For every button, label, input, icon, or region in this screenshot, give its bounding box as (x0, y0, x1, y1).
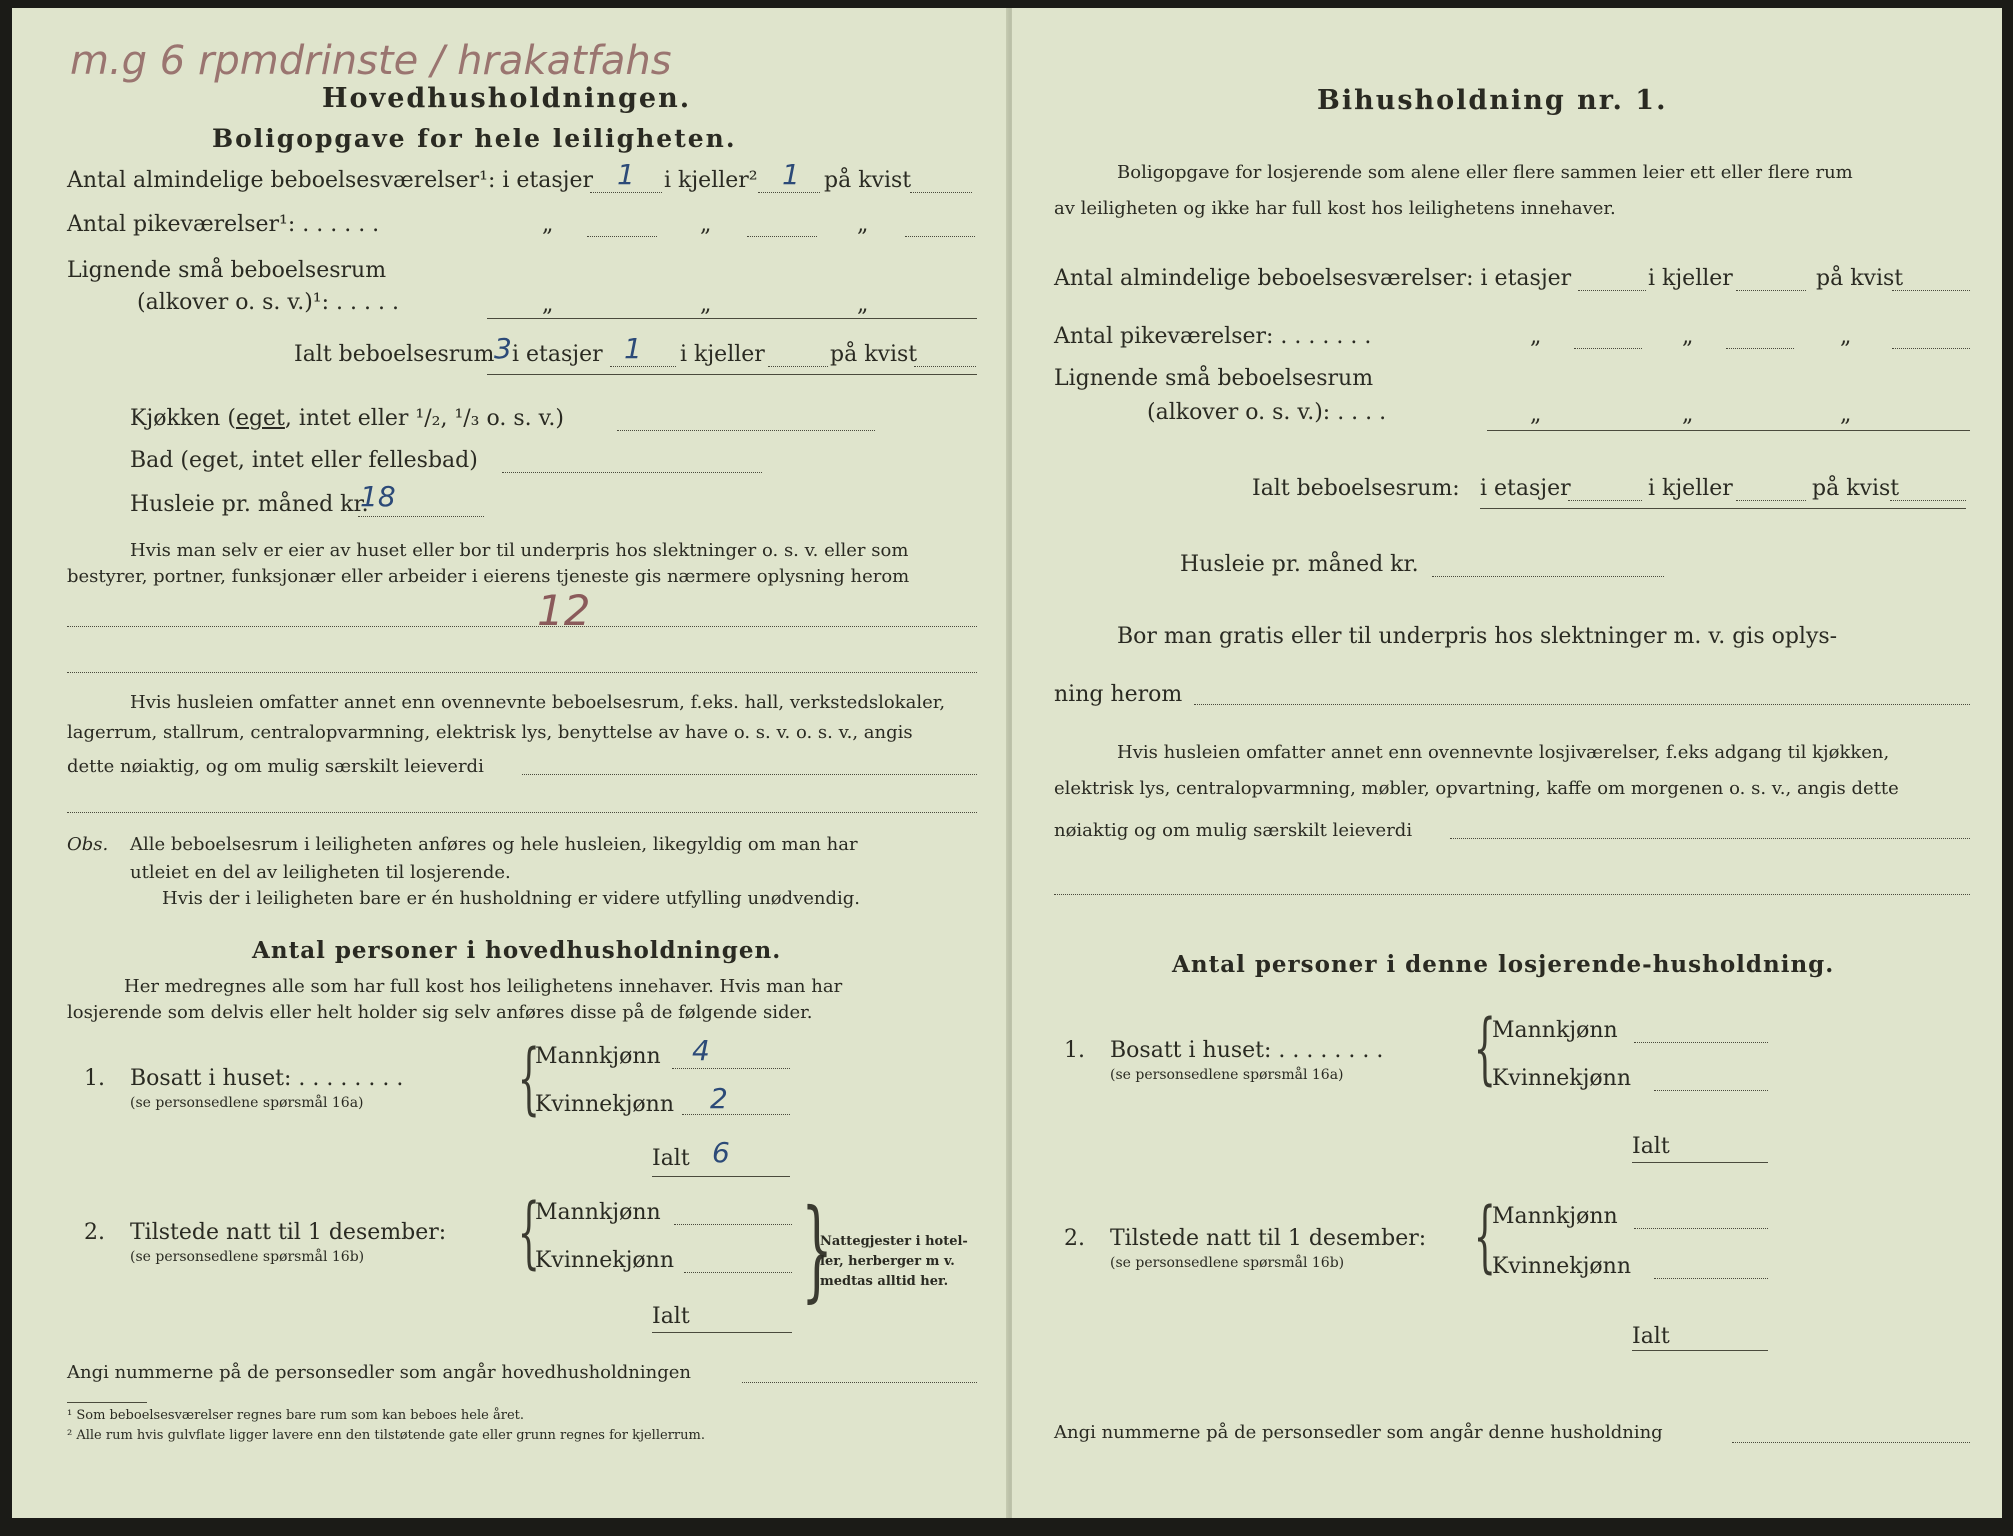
row-rooms-label: Antal almindelige beboelsesværelser¹: i etasjer (67, 168, 594, 193)
footnote-2: ² Alle rum hvis gulvflate ligger lavere enn den tilstøtende gate eller grunn regnes for kjellerrum. (67, 1428, 705, 1443)
alcove-label: (alkover o. s. v.)¹: . . . . . (137, 290, 399, 315)
kjeller-label: i kjeller² (664, 168, 758, 193)
female-label: Kvinnekjønn (535, 1092, 674, 1117)
main-household-page: m.g 6 rpmdrinste / hrakatfahs Hovedhusholdningen. Boligopgave for hele leiligheten. Antal almindelige beboelsesværelser¹: i etasjer 1 i kjeller² 1 på kvist Antal pikeværelser¹: . . . . . . „ „ „ Lignende små beboelsesrum (alkover o. s. v.)¹: . . . . . „ „ „ Ialt beboelsesrum 3 i etasjer 1 i kjeller på kvist Kjøkken (eget, intet eller ¹/₂, ¹/₃ o. s. v.) Bad (eget, intet eller fellesbad) Husleie pr. måned kr. 18 Hvis man selv er eier av huset eller bor til underpris hos slektninger o. s. v. eller som bestyrer, portner, funksjonær eller arbeider i eierens tjeneste gis nærmere oplysning herom 12 Hvis husleien omfatter annet enn ovennevnte beboelsesrum, f.eks. hall, verkstedslokaler, lagerrum, stallrum, centralopvarmning, elektrisk lys, benyttelse av have o. s. v. o. s. v., angis dette nøiaktig, og om mulig særskilt leieverdi Obs. Alle beboelsesrum i leiligheten anføres og hele husleien, likegyldig om man har utleiet en del av leiligheten til losjerende. Hvis der i leiligheten bare er én husholdning er videre utfylling unødvendig. Antal personer i hovedhusholdningen. Her medregnes alle som har full kost hos leilighetens innehaver. Hvis man har losjerende som delvis eller helt holder sig selv anføres disse på de følgende sider. 1. Bosatt i huset: . . . . . . . . (se personsedlene spørsmål 16a) { Mannkjønn 4 Kvinnekjønn 2 Ialt 6 2. Tilstede natt til 1 desember: (se personsedlene spørsmål 16b) { Mannkjønn Kvinnekjønn Ialt } Nattegjester i hotel- ler, herberger m v. medtas alltid her. Angi nummerne på de personsedler som angår hovedhusholdningen ¹ Som beboelsesværelser regnes bare rum som kan beboes hele året. ² Alle rum hvis gulvflate ligger lavere enn den tilstøtende gate eller grunn regnes for kjellerrum. (12, 8, 1006, 1518)
pencil-annotation: m.g 6 rpmdrinste / hrakatfahs (70, 38, 672, 84)
kitchen-label: Kjøkken (eget, intet eller ¹/₂, ¹/₃ o. s. v.) (130, 406, 565, 431)
sub-intro-2: av leiligheten og ikke har full kost hos leilighetens innehaver. (1054, 198, 1616, 219)
sub-angi-line: Angi nummerne på de personsedler som angår denne husholdning (1054, 1422, 1663, 1443)
female-value: 2 (710, 1082, 728, 1115)
page-title: Hovedhusholdningen. (322, 83, 692, 114)
bath-label: Bad (eget, intet eller fellesbad) (130, 448, 478, 473)
sub-household-page: Bihusholdning nr. 1. Boligopgave for losjerende som alene eller flere sammen leier ett eller flere rum av leiligheten og ikke har full kost hos leilighetens innehaver. Antal almindelige beboelsesværelser: i etasjer i kjeller på kvist Antal pikeværelser: . . . . . . . „ „ „ Lignende små beboelsesrum (alkover o. s. v.): . . . . „ „ „ Ialt beboelsesrum: i etasjer i kjeller på kvist Husleie pr. måned kr. Bor man gratis eller til underpris hos slektninger m. v. gis oplys- ning herom Hvis husleien omfatter annet enn ovennevnte losjiværelser, f.eks adgang til kjøkken, elektrisk lys, centralopvarmning, møbler, opvartning, kaffe om morgenen o. s. v., angis dette nøiaktig og om mulig særskilt leieverdi Antal personer i denne losjerende-husholdning. 1. Bosatt i huset: . . . . . . . . (se personsedlene spørsmål 16a) { Mannkjønn Kvinnekjønn Ialt 2. Tilstede natt til 1 desember: (se personsedlene spørsmål 16b) { Mannkjønn Kvinnekjønn Ialt Angi nummerne på de personsedler som angår denne husholdning (1012, 8, 2002, 1518)
small-rooms-label: Lignende små beboelsesrum (67, 258, 387, 283)
sub-title: Bihusholdning nr. 1. (1317, 85, 1668, 116)
sub-intro-1: Boligopgave for losjerende som alene eller flere sammen leier ett eller flere rum (1117, 162, 1853, 183)
rent-value: 18 (360, 480, 396, 513)
total-label: Ialt (652, 1146, 690, 1171)
page-subtitle: Boligopgave for hele leiligheten. (212, 124, 737, 153)
total-etasjer-value: 1 (624, 332, 642, 365)
rooms-etasjer-value: 1 (617, 158, 635, 191)
kvist-label: på kvist (824, 168, 912, 193)
angi-line: Angi nummerne på de personsedler som angår hovedhusholdningen (67, 1362, 691, 1383)
maid-rooms-label: Antal pikeværelser¹: . . . . . . (67, 212, 380, 237)
total-rooms-label: Ialt beboelsesrum (294, 342, 495, 367)
total-value: 6 (712, 1136, 730, 1169)
present-label: Tilstede natt til 1 desember: (130, 1220, 447, 1245)
rooms-kjeller-value: 1 (782, 158, 800, 191)
sub-persons-heading: Antal personer i denne losjerende-husholdning. (1172, 951, 1835, 978)
footnote-1: ¹ Som beboelsesværelser regnes bare rum som kan beboes hele året. (67, 1408, 524, 1423)
resident-label: Bosatt i huset: . . . . . . . . (130, 1066, 404, 1091)
rent-label: Husleie pr. måned kr. (130, 492, 369, 517)
male-value: 4 (692, 1034, 710, 1067)
persons-heading: Antal personer i hovedhusholdningen. (252, 937, 782, 964)
total-rooms-value: 3 (494, 332, 512, 365)
male-label: Mannkjønn (535, 1044, 661, 1069)
pencil-number: 12 (537, 586, 591, 635)
